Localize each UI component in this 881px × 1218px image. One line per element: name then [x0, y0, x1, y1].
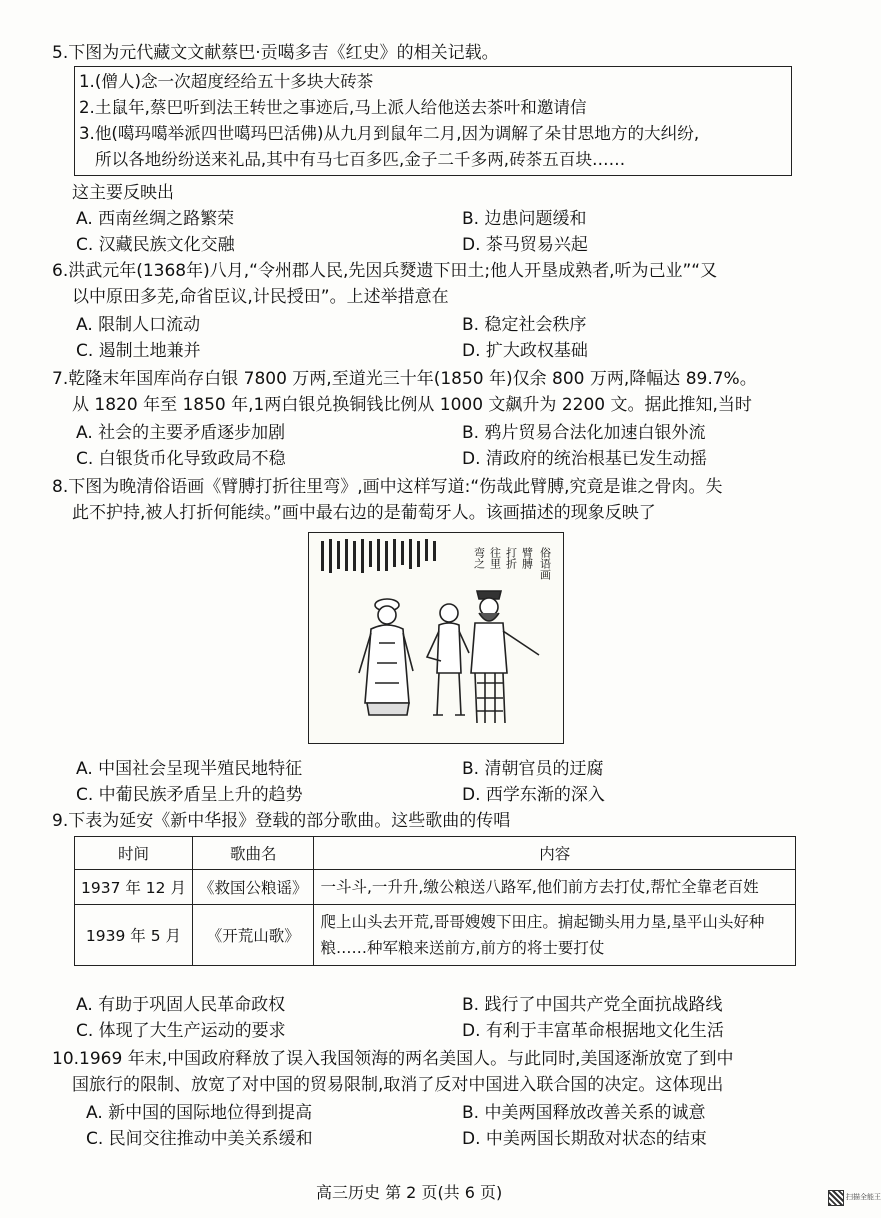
q7-stem-line-2: 从 1820 年至 1850 年,1两白银兑换铜钱比例从 1000 文飙升为 2200 文。据此推知,当时 [72, 395, 752, 415]
q10-option-b[interactable]: B. 中美两国释放改善关系的诚意 [462, 1103, 706, 1123]
header-time: 时间 [75, 837, 193, 870]
q6-stem-line-2: 以中原田多芜,命省臣议,计民授田”。上述举措意在 [72, 287, 449, 307]
q10-option-c[interactable]: C. 民间交往推动中美关系缓和 [86, 1129, 313, 1149]
q5-stem: 5.下图为元代藏文文献蔡巴·贡噶多吉《红史》的相关记载。 [52, 43, 499, 63]
q5-option-c[interactable]: C. 汉藏民族文化交融 [76, 235, 235, 255]
table-row [75, 870, 796, 905]
q10-option-d[interactable]: D. 中美两国长期敌对状态的结束 [462, 1129, 707, 1149]
q7-option-d[interactable]: D. 清政府的统治根基已发生动摇 [462, 449, 707, 469]
table-header-row [75, 837, 796, 870]
q8-stem-line-2: 此不护持,被人打折何能续。”画中最右边的是葡萄牙人。该画描述的现象反映了 [72, 503, 656, 523]
cartoon-title-col-3: 打折 [504, 547, 518, 569]
q5-option-d[interactable]: D. 茶马贸易兴起 [462, 235, 588, 255]
q7-option-c[interactable]: C. 白银货币化导致政局不稳 [76, 449, 286, 469]
cartoon-title-col-4: 往里 [488, 547, 502, 569]
q7-stem-line-1: 7.乾隆末年国库尚存白银 7800 万两,至道光三十年(1850 年)仅余 800 万两,降幅达 89.7%。 [52, 369, 757, 389]
qr-code-icon [828, 1190, 844, 1206]
cartoon-title-col-1: 俗语画 [538, 547, 552, 580]
row-song: 《救国公粮谣》 [192, 870, 314, 905]
cartoon-title-col-5: 弯之 [472, 547, 486, 569]
q5-option-a[interactable]: A. 西南丝绸之路繁荣 [76, 209, 235, 229]
scanner-watermark: 扫描全能王 [846, 1193, 881, 1201]
q9-option-b[interactable]: B. 践行了中国共产党全面抗战路线 [462, 995, 723, 1015]
cartoon-portuguese-figure [471, 591, 539, 723]
header-content: 内容 [314, 837, 796, 870]
q10-stem-line-1: 10.1969 年末,中国政府释放了误入我国领海的两名美国人。与此同时,美国逐渐放宽了到中 [52, 1049, 734, 1069]
q9-song-table [74, 836, 796, 966]
q6-stem-line-1: 6.洪武元年(1368年)八月,“令州郡人民,先因兵燹遗下田土;他人开垦成熟者,听为己业”“又 [52, 261, 718, 281]
row-song: 《开荒山歌》 [192, 905, 314, 966]
cartoon-middle-figure [427, 604, 469, 715]
cartoon-inscription-marks [321, 539, 436, 573]
q10-option-a[interactable]: A. 新中国的国际地位得到提高 [86, 1103, 313, 1123]
header-song: 歌曲名 [192, 837, 314, 870]
cartoon-official-figure [359, 599, 413, 715]
q8-option-b[interactable]: B. 清朝官员的迂腐 [462, 759, 604, 779]
q5-box-line-4: 所以各地纷纷送来礼品,其中有马七百多匹,金子二千多两,砖茶五百块…… [95, 150, 626, 169]
cartoon-title-columns [473, 546, 552, 581]
q5-box-line-1: 1.(僧人)念一次超度经给五十多块大砖茶 [79, 72, 374, 91]
q8-option-c[interactable]: C. 中葡民族矛盾呈上升的趋势 [76, 785, 303, 805]
q8-option-a[interactable]: A. 中国社会呈现半殖民地特征 [76, 759, 303, 779]
q6-option-d[interactable]: D. 扩大政权基础 [462, 341, 588, 361]
q5-box-line-3: 3.他(噶玛噶举派四世噶玛巴活佛)从九月到鼠年二月,因为调解了朵甘思地方的大纠纷, [79, 124, 700, 143]
q7-option-b[interactable]: B. 鸦片贸易合法化加速白银外流 [462, 423, 706, 443]
q9-option-c[interactable]: C. 体现了大生产运动的要求 [76, 1021, 286, 1041]
q5-tail: 这主要反映出 [72, 183, 174, 203]
cartoon-illustration [309, 533, 562, 742]
page-footer: 高三历史 第 2 页(共 6 页) [316, 1183, 503, 1202]
q8-cartoon-image [308, 532, 564, 744]
q6-option-a[interactable]: A. 限制人口流动 [76, 315, 201, 335]
q8-stem-line-1: 8.下图为晚清俗语画《臂膊打折往里弯》,画中这样写道:“伤哉此臂膊,究竟是谁之骨肉。失 [52, 477, 723, 497]
q6-option-c[interactable]: C. 遏制土地兼并 [76, 341, 201, 361]
row-time: 1939 年 5 月 [75, 905, 193, 966]
row-time: 1937 年 12 月 [75, 870, 193, 905]
q9-stem: 9.下表为延安《新中华报》登载的部分歌曲。这些歌曲的传唱 [52, 811, 511, 831]
q5-quote-box [74, 66, 792, 176]
q8-option-d[interactable]: D. 西学东渐的深入 [462, 785, 605, 805]
row-content: 一斗斗,一升升,缴公粮送八路军,他们前方去打仗,帮忙全靠老百姓 [314, 870, 796, 905]
q5-option-b[interactable]: B. 边患问题缓和 [462, 209, 587, 229]
q7-option-a[interactable]: A. 社会的主要矛盾逐步加剧 [76, 423, 286, 443]
q5-box-line-2: 2.土鼠年,蔡巴听到法王转世之事迹后,马上派人给他送去茶叶和邀请信 [79, 98, 587, 117]
q9-option-d[interactable]: D. 有利于丰富革命根据地文化生活 [462, 1021, 724, 1041]
q10-stem-line-2: 国旅行的限制、放宽了对中国的贸易限制,取消了反对中国进入联合国的决定。这体现出 [72, 1075, 724, 1095]
table-row [75, 905, 796, 966]
q9-option-a[interactable]: A. 有助于巩固人民革命政权 [76, 995, 286, 1015]
q6-option-b[interactable]: B. 稳定社会秩序 [462, 315, 587, 335]
row-content: 爬上山头去开荒,哥哥嫂嫂下田庄。掮起锄头用力垦,垦平山头好种粮……种军粮来送前方,前方的将士要打仗 [314, 905, 796, 966]
cartoon-title-col-2: 臂膊 [520, 547, 534, 569]
